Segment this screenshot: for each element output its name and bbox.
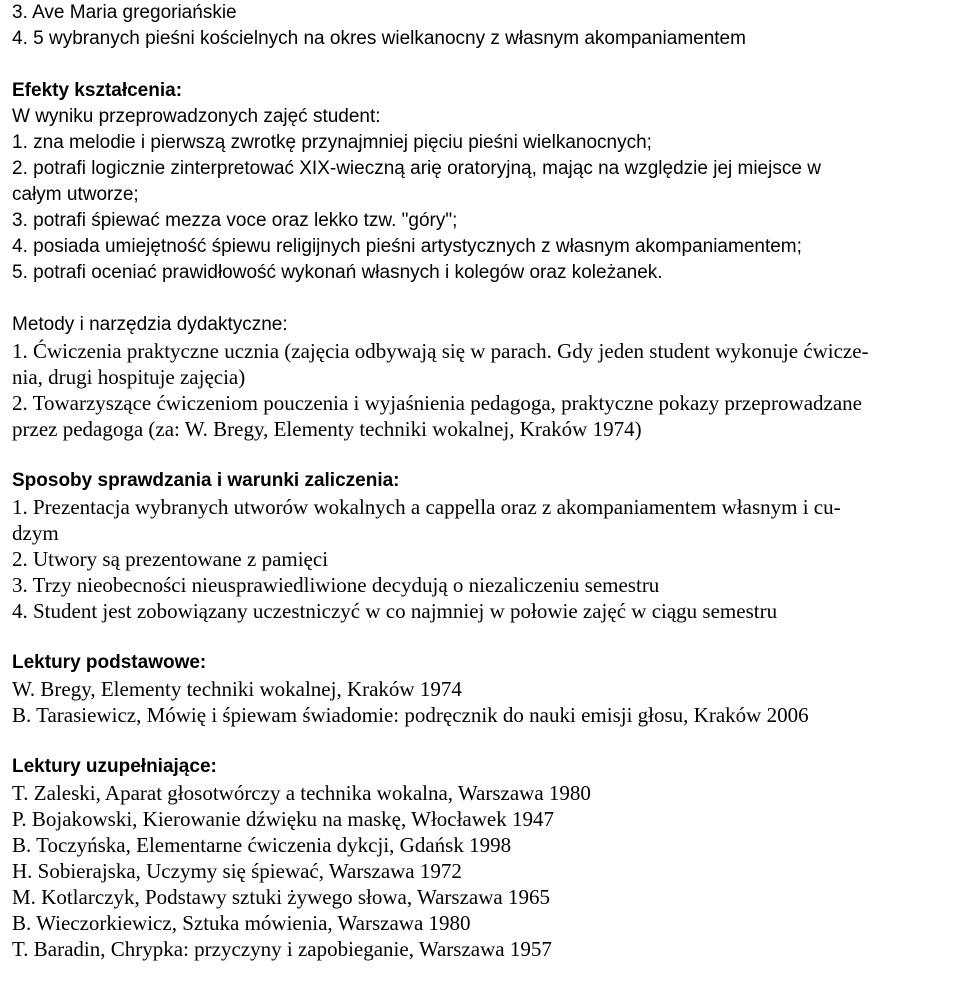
spacer [12, 286, 957, 312]
list-item: 4. 5 wybranych pieśni kościelnych na okres wielkanocny z własnym akompaniamentem [12, 28, 746, 49]
list-item: dzym [12, 521, 59, 545]
list-item: 2. potrafi logicznie zinterpretować XIX-wieczną arię oratoryjną, mając na względzie jej miejsce w [12, 158, 821, 179]
list-item: B. Toczyńska, Elementarne ćwiczenia dykcji, Gdańsk 1998 [12, 833, 512, 857]
list-item: 3. Trzy nieobecności nieusprawiedliwione decydują o niezaliczeniu semestru [12, 573, 660, 597]
section-heading-lektury-podstawowe: Lektury podstawowe: [12, 652, 207, 673]
list-item: 1. Ćwiczenia praktyczne ucznia (zajęcia odbywają się w parach. Gdy jeden student wykonuje ćwicze- [12, 339, 869, 363]
list-item: B. Wieczorkiewicz, Sztuka mówienia, Warszawa 1980 [12, 911, 471, 935]
spacer [12, 442, 957, 468]
list-item: 2. Towarzyszące ćwiczeniom pouczenia i wyjaśnienia pedagoga, praktyczne pokazy przeprowadzane [12, 391, 862, 415]
list-item: nia, drugi hospituje zajęcia) [12, 365, 246, 389]
list-item: całym utworze; [12, 184, 139, 205]
section-heading-efekty: Efekty kształcenia: [12, 80, 183, 101]
list-item: 2. Utwory są prezentowane z pamięci [12, 547, 329, 571]
list-item: T. Baradin, Chrypka: przyczyny i zapobieganie, Warszawa 1957 [12, 937, 552, 961]
list-item: 3. Ave Maria gregoriańskie [12, 2, 237, 23]
list-item: B. Tarasiewicz, Mówię i śpiewam świadomie: podręcznik do nauki emisji głosu, Kraków 2006 [12, 703, 809, 727]
section-heading-sposoby: Sposoby sprawdzania i warunki zaliczenia: [12, 470, 400, 491]
document-page [12, 0, 957, 962]
intro-list [12, 0, 957, 52]
list-item: przez pedagoga (za: W. Bregy, Elementy techniki wokalnej, Kraków 1974) [12, 417, 642, 441]
list-item: 3. potrafi śpiewać mezza voce oraz lekko tzw. "góry"; [12, 210, 458, 231]
section-sposoby [12, 468, 957, 624]
section-lektury-uzupelniajace [12, 754, 957, 962]
list-item: P. Bojakowski, Kierowanie dźwięku na maskę, Włocławek 1947 [12, 807, 554, 831]
section-heading-lektury-uzupelniajace: Lektury uzupełniające: [12, 756, 217, 777]
section-lektury-podstawowe [12, 650, 957, 728]
section-efekty [12, 78, 957, 286]
spacer [12, 52, 957, 78]
section-intro: W wyniku przeprowadzonych zajęć student: [12, 106, 381, 127]
list-item: 1. zna melodie i pierwszą zwrotkę przynajmniej pięciu pieśni wielkanocnych; [12, 132, 652, 153]
list-item: 4. posiada umiejętność śpiewu religijnych pieśni artystycznych z własnym akompaniamentem; [12, 236, 802, 257]
list-item: M. Kotlarczyk, Podstawy sztuki żywego słowa, Warszawa 1965 [12, 885, 550, 909]
list-item: T. Zaleski, Aparat głosotwórczy a technika wokalna, Warszawa 1980 [12, 781, 591, 805]
spacer [12, 728, 957, 754]
list-item: H. Sobierajska, Uczymy się śpiewać, Warszawa 1972 [12, 859, 462, 883]
list-item: 4. Student jest zobowiązany uczestniczyć w co najmniej w połowie zajęć w ciągu semestru [12, 599, 778, 623]
section-heading-metody: Metody i narzędzia dydaktyczne: [12, 314, 288, 335]
list-item: W. Bregy, Elementy techniki wokalnej, Kraków 1974 [12, 677, 462, 701]
spacer [12, 624, 957, 650]
list-item: 5. potrafi oceniać prawidłowość wykonań własnych i kolegów oraz koleżanek. [12, 262, 663, 283]
section-metody [12, 312, 957, 442]
list-item: 1. Prezentacja wybranych utworów wokalnych a cappella oraz z akompaniamentem własnym i cu- [12, 495, 841, 519]
